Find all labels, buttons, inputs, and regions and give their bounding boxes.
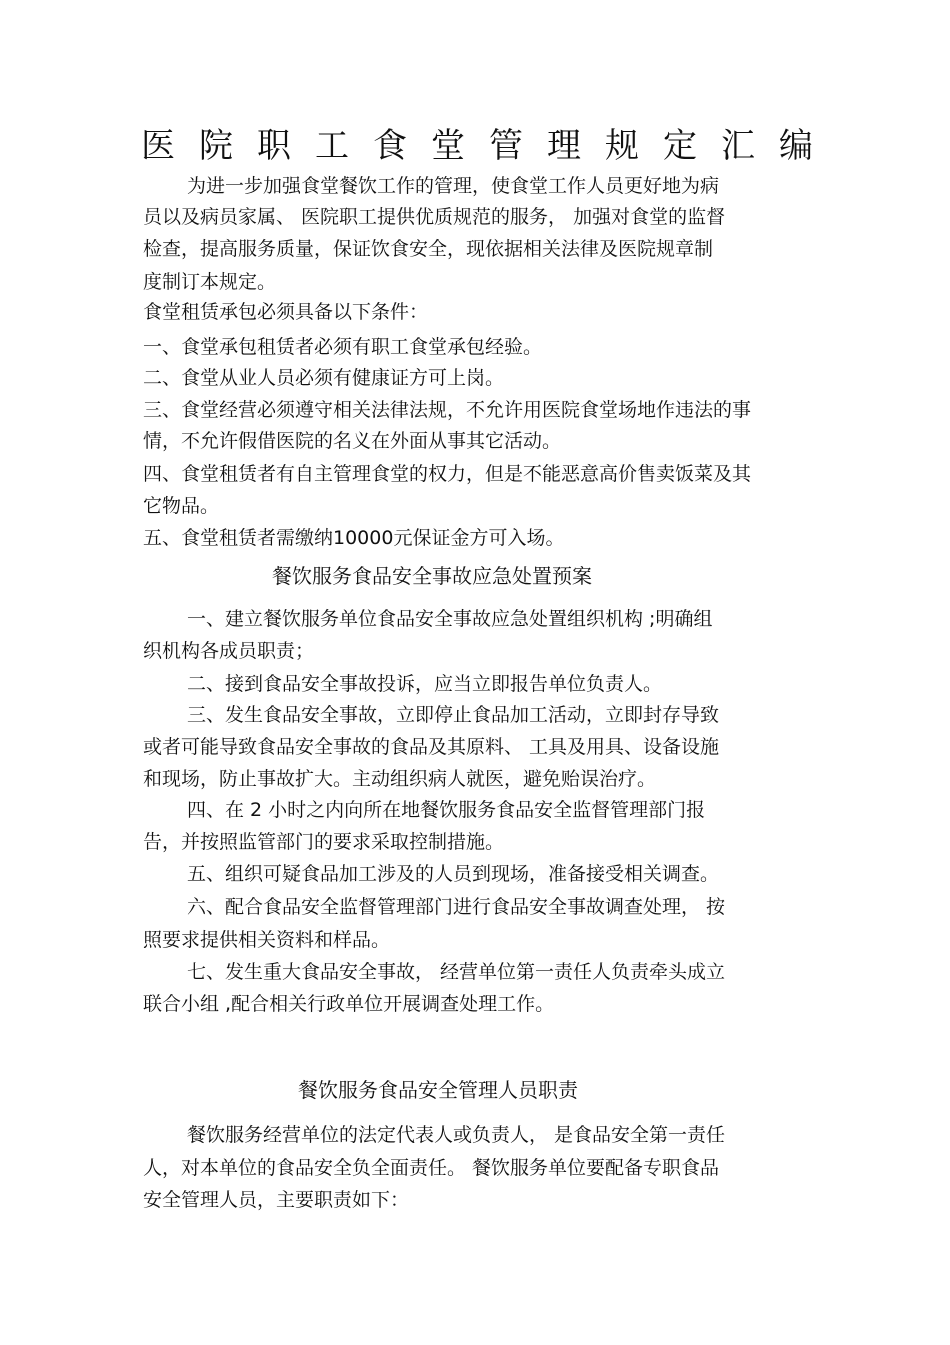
emergency-line: 四、在 2 小时之内向所在地餐饮服务食品安全监督管理部门报 (187, 799, 706, 821)
intro-line: 为进一步加强食堂餐饮工作的管理，使食堂工作人员更好地为病 (187, 175, 720, 197)
lease-item: 二、食堂从业人员必须有健康证方可上岗。 (143, 367, 505, 389)
emergency-line: 或者可能导致食品安全事故的食品及其原料、 工具及用具、设备设施 (143, 736, 720, 758)
duties-line: 安全管理人员，主要职责如下： (143, 1189, 410, 1211)
lease-item: 四、食堂租赁者有自主管理食堂的权力，但是不能恶意高价售卖饭菜及其 (143, 463, 752, 485)
emergency-line: 三、发生食品安全事故，立即停止食品加工活动，立即封存导致 (187, 704, 720, 726)
intro-line: 度制订本规定。 (143, 271, 277, 293)
lease-item: 一、食堂承包租赁者必须有职工食堂承包经验。 (143, 336, 543, 358)
emergency-line: 织机构各成员职责； (143, 640, 315, 662)
lease-item: 它物品。 (143, 495, 220, 517)
emergency-line: 告，并按照监管部门的要求采取控制措施。 (143, 831, 505, 853)
intro-line: 员以及病员家属、 医院职工提供优质规范的服务， 加强对食堂的监督 (143, 206, 726, 228)
document-title: 医院职工食堂管理规定汇编 (141, 126, 837, 166)
section-title-emergency: 餐饮服务食品安全事故应急处置预案 (272, 564, 592, 588)
emergency-line: 联合小组 ,配合相关行政单位开展调查处理工作。 (143, 993, 555, 1015)
emergency-line: 照要求提供相关资料和样品。 (143, 929, 391, 951)
duties-line: 人，对本单位的食品安全负全面责任。 餐饮服务单位要配备专职食品 (143, 1157, 720, 1179)
lease-item: 三、食堂经营必须遵守相关法律法规，不允许用医院食堂场地作违法的事 (143, 399, 752, 421)
emergency-line: 六、配合食品安全监督管理部门进行食品安全事故调查处理， 按 (187, 896, 726, 918)
lease-heading: 食堂租赁承包必须具备以下条件： (143, 301, 429, 323)
intro-line: 检查，提高服务质量，保证饮食安全，现依据相关法律及医院规章制 (143, 238, 714, 260)
emergency-line: 二、接到食品安全事故投诉，应当立即报告单位负责人。 (187, 673, 663, 695)
lease-item: 情，不允许假借医院的名义在外面从事其它活动。 (143, 430, 562, 452)
section-title-duties: 餐饮服务食品安全管理人员职责 (298, 1078, 578, 1102)
lease-item: 五、食堂租赁者需缴纳10000元保证金方可入场。 (143, 527, 565, 549)
emergency-line: 和现场，防止事故扩大。主动组织病人就医，避免贻误治疗。 (143, 768, 657, 790)
duties-line: 餐饮服务经营单位的法定代表人或负责人， 是食品安全第一责任 (187, 1124, 726, 1146)
emergency-line: 五、组织可疑食品加工涉及的人员到现场，准备接受相关调查。 (187, 863, 720, 885)
emergency-line: 七、发生重大食品安全事故， 经营单位第一责任人负责牵头成立 (187, 961, 726, 983)
emergency-line: 一、建立餐饮服务单位食品安全事故应急处置组织机构 ;明确组 (187, 608, 713, 630)
